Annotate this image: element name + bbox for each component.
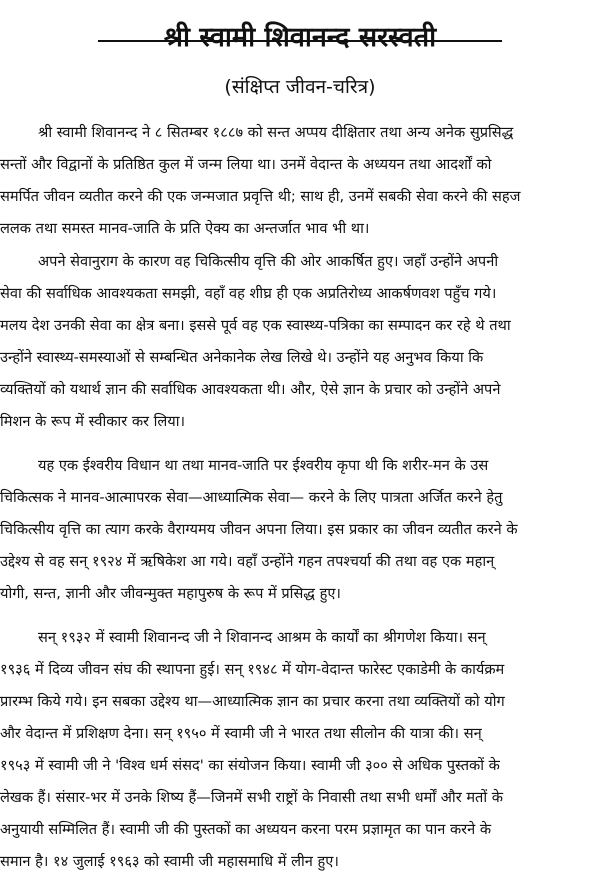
text-line: श्री स्वामी शिवानन्द ने ८ सितम्बर १८८७ को सन्त अप्पय दीक्षितार तथा अन्य अनेक सुप्रसिद्ध <box>38 124 514 141</box>
paragraph-medical-service <box>0 246 600 438</box>
text-line: लेखक हैं। संसार-भर में उनके शिष्य हैं—जिनमें सभी राष्ट्रों के निवासी तथा सभी धर्मों और मतों के <box>0 789 504 806</box>
text-line: उन्होंने स्वास्थ्य-समस्याओं से सम्बन्धित अनेकानेक लेख लिखे थे। उन्होंने यह अनुभव किया कि <box>0 349 484 366</box>
text-line: मिशन के रूप में स्वीकार कर लिया। <box>0 413 186 430</box>
text-line: उद्देश्य से वह सन् १९२४ में ऋषिकेश आ गये। वहाँ उन्होंने गहन तपश्चर्या की तथा वह एक महान् <box>0 553 495 570</box>
title-underline <box>98 40 502 42</box>
page-title: श्री स्वामी शिवानन्द सरस्वती <box>163 22 437 54</box>
text-line: सेवा की सर्वाधिक आवश्यकता समझी, वहाँ वह शीघ्र ही एक अप्रतिरोध्य आकर्षणवश पहुँच गये। <box>0 285 497 302</box>
text-line: चिकित्सीय वृत्ति का त्याग करके वैराग्यमय जीवन अपना लिया। इस प्रकार का जीवन व्यतीत करने के <box>0 521 518 538</box>
text-line: ललक तथा समस्त मानव-जाति के प्रति ऐक्य का अन्तर्जात भाव भी था। <box>0 220 370 237</box>
text-line: सन् १९३२ में स्वामी शिवानन्द जी ने शिवानन्द आश्रम के कार्यों का श्रीगणेश किया। सन् <box>38 629 486 646</box>
text-line: व्यक्तियों को यथार्थ ज्ञान की सर्वाधिक आवश्यकता थी। और, ऐसे ज्ञान के प्रचार को उन्होंने अपने <box>0 381 501 398</box>
text-line: और वेदान्त में प्रशिक्षण देना। सन् १९५० में स्वामी जी ने भारत तथा सीलोन की यात्रा की। सन् <box>0 725 482 742</box>
text-line: योगी, सन्त, ज्ञानी और जीवन्मुक्त महापुरुष के रूप में प्रसिद्ध हुए। <box>0 585 341 602</box>
text-line: यह एक ईश्वरीय विधान था तथा मानव-जाति पर ईश्वरीय कृपा थी कि शरीर-मन के उस <box>38 457 489 474</box>
text-line: समर्पित जीवन व्यतीत करने की एक जन्मजात प्रवृत्ति थी; साथ ही, उनमें सबकी सेवा करने की सहज <box>0 188 521 205</box>
text-line: प्रारम्भ किये गये। इन सबका उद्देश्य था—आध्यात्मिक ज्ञान का प्रचार करना तथा व्यक्तियों को योग <box>0 693 505 710</box>
text-line: चिकित्सक ने मानव-आत्मापरक सेवा—आध्यात्मिक सेवा— करने के लिए पात्रता अर्जित करने हेतु <box>0 489 503 506</box>
page-subtitle: (संक्षिप्त जीवन-चरित्र) <box>224 76 376 98</box>
paragraph-mission <box>0 622 600 878</box>
text-line: सन्तों और विद्वानों के प्रतिष्ठित कुल में जन्म लिया था। उनमें वेदान्त के अध्ययन तथा आदर्शों को <box>0 156 492 173</box>
text-line: अपने सेवानुराग के कारण वह चिकित्सीय वृत्ति की ओर आकर्षित हुए। जहाँ उन्होंने अपनी <box>38 253 499 270</box>
paragraph-birth <box>0 117 600 245</box>
text-line: १९३६ में दिव्य जीवन संघ की स्थापना हुई। सन् १९४८ में योग-वेदान्त फारेस्ट एकाडेमी के कार्यक्रम <box>0 661 505 678</box>
text-line: १९५३ में स्वामी जी ने 'विश्व धर्म संसद' का संयोजन किया। स्वामी जी ३०० से अधिक पुस्तकों के <box>0 757 500 774</box>
paragraph-renunciation <box>0 450 600 610</box>
text-line: मलय देश उनकी सेवा का क्षेत्र बना। इससे पूर्व वह एक स्वास्थ्य-पत्रिका का सम्पादन कर रहे थे तथा <box>0 317 511 334</box>
text-line: समान है। १४ जुलाई १९६३ को स्वामी जी महासमाधि में लीन हुए। <box>0 853 339 870</box>
text-line: अनुयायी सम्मिलित हैं। स्वामी जी की पुस्तकों का अध्ययन करना परम प्रज्ञामृत का पान करने के <box>0 821 492 838</box>
